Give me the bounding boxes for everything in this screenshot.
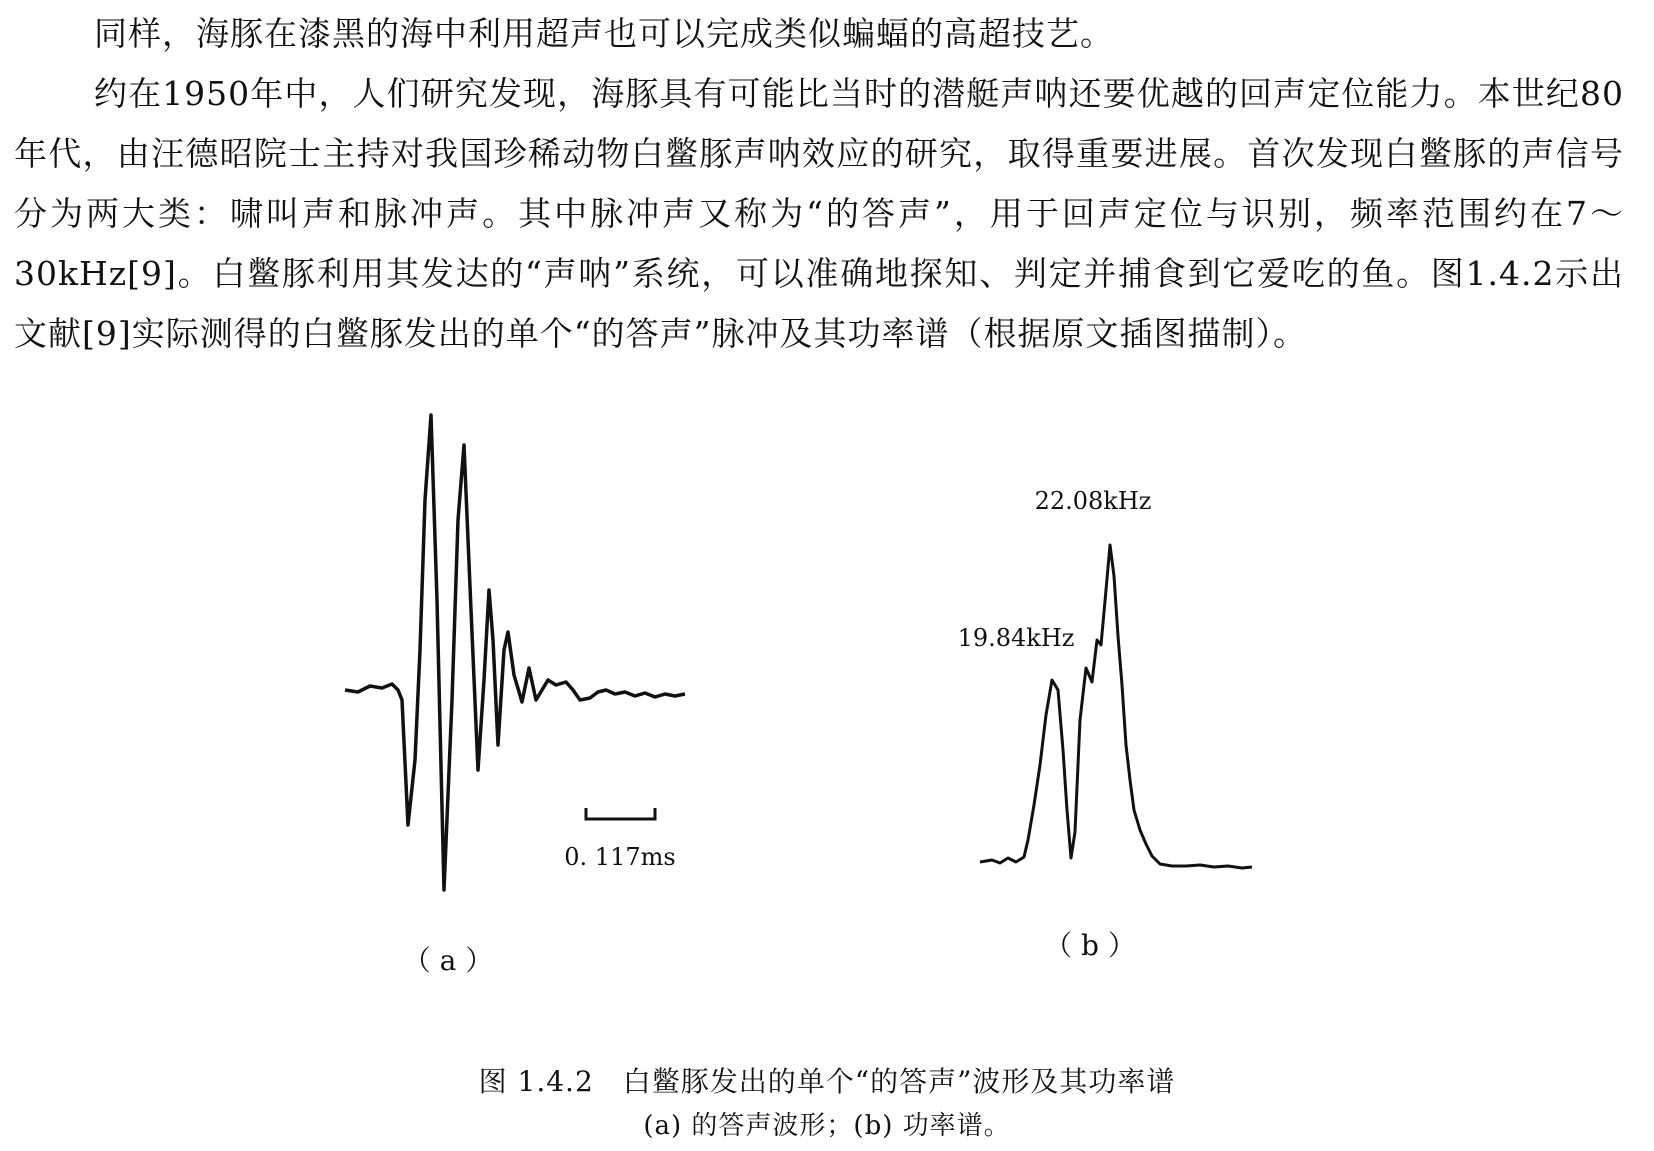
- panel-b-label: （ b ）: [1044, 929, 1136, 962]
- scale-bar-label: 0. 117ms: [564, 843, 676, 871]
- waveform-panel: [345, 415, 685, 977]
- figure-caption-subtitle: (a) 的答声波形；(b) 功率谱。: [643, 1111, 1011, 1141]
- power-spectrum-trace: [980, 545, 1252, 868]
- paragraph-1: 同样，海豚在漆黑的海中利用超声也可以完成类似蝙蝠的高超技艺。: [94, 14, 1114, 53]
- scale-bar: [586, 808, 655, 819]
- peak-label-19-84khz: 19.84kHz: [957, 624, 1075, 652]
- paragraph-2: 约在1950年中，人们研究发现，海豚具有可能比当时的潜艇声呐还要优越的回声定位能力。本世纪80年代，由汪德昭院士主持对我国珍稀动物白鳖豚声呐效应的研究，取得重要进展。首次发现白鳖豚的声信号分为两大类：啸叫声和脉冲声。其中脉冲声又称为“的答声”，用于回声定位与识别，频率范围约在7～30kHz[9]。白鳖豚利用其发达的“声呐”系统，可以准确地探知、判定并捕食到它爱吃的鱼。图1.4.2示出文献[9]实际测得的白鳖豚发出的单个“的答声”脉冲及其功率谱（根据原文插图描制）。: [14, 74, 1624, 353]
- peak-label-22-08khz: 22.08kHz: [1034, 487, 1152, 515]
- body-text: [14, 4, 1624, 364]
- panel-a-label: （ a ）: [402, 944, 494, 977]
- figure: [0, 400, 1654, 1040]
- figure-caption-title: 图 1.4.2 白鳖豚发出的单个“的答声”波形及其功率谱: [478, 1065, 1176, 1098]
- power-spectrum-panel: [958, 487, 1252, 962]
